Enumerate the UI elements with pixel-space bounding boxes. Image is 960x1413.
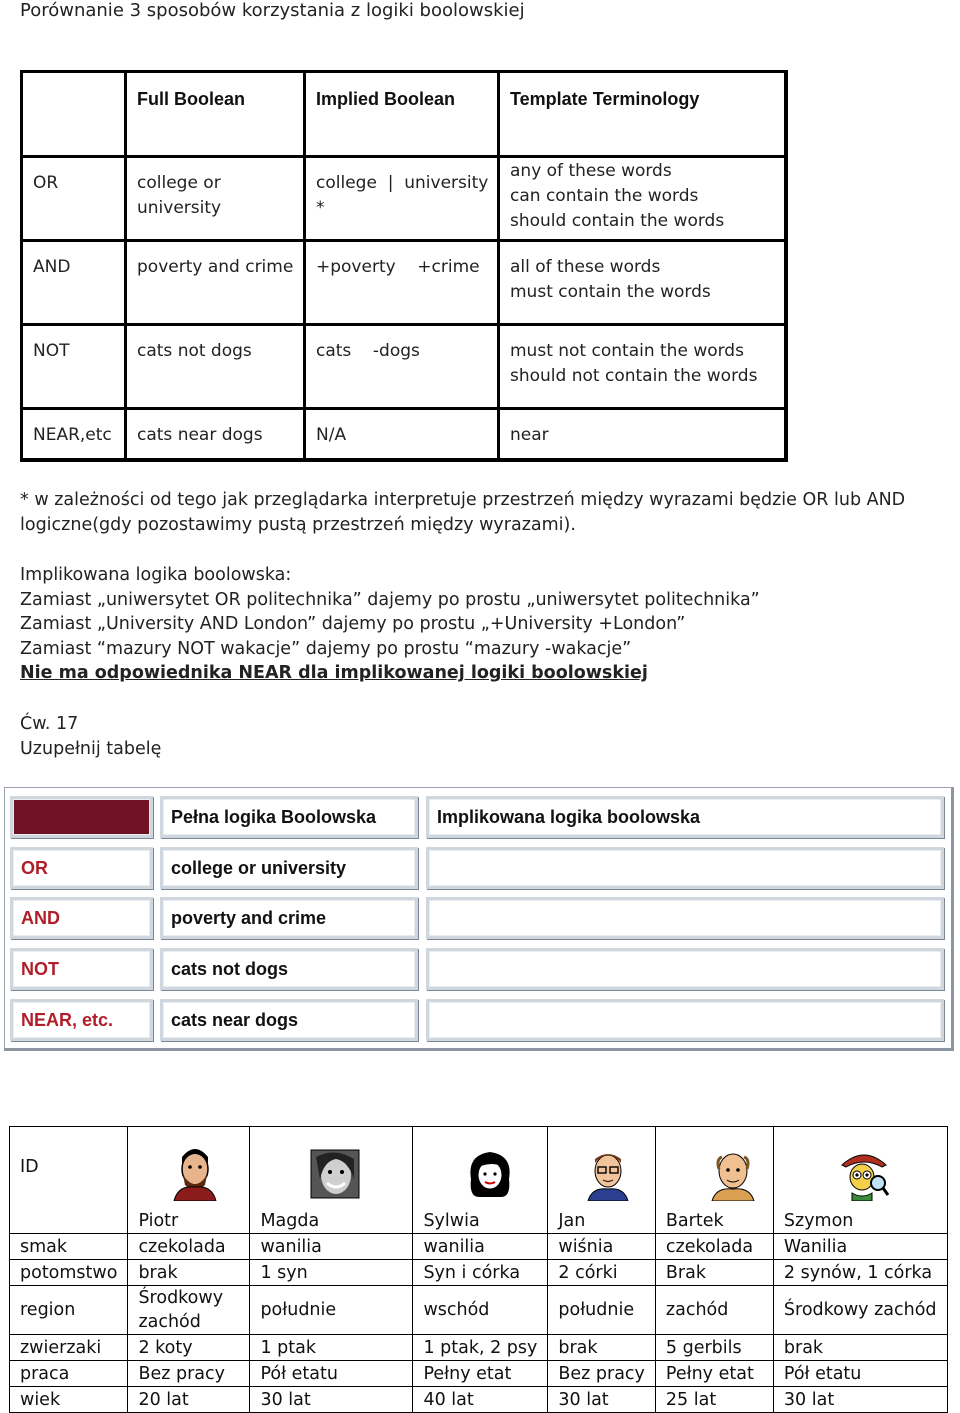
table-cell: Pół etatu [773,1361,947,1387]
row-label: praca [10,1361,128,1387]
template-line: any of these words [510,161,672,181]
woman-photo-avatar-icon [310,1149,360,1199]
operator-label: NOT [33,341,70,361]
table-cell: wanilia [413,1234,548,1260]
template-line: all of these words [510,257,661,277]
row-label: wiek [10,1387,128,1413]
person-name: Piotr [138,1211,179,1231]
table-cell: południe [548,1286,656,1335]
table-cell: czekolada [655,1234,773,1260]
implied-boolean-line: +poverty +crime [316,257,480,277]
full-boolean-line: university [137,198,222,218]
table-cell: czekolada [128,1234,250,1260]
table-cell: Bez pracy [548,1361,656,1387]
exercise-op-near: NEAR, etc. [10,999,153,1041]
implied-example-line: Zamiast “mazury NOT wakacje” dajemy po prostu “mazury -wakacje” [20,638,632,659]
implied-boolean-line: cats -dogs [316,341,420,361]
row-label: region [10,1286,128,1335]
table-cell: Wanilia [773,1234,947,1260]
exercise-full-not: cats not dogs [160,948,418,990]
table-cell: wiśnia [548,1234,656,1260]
shakespeare-avatar-icon [170,1149,220,1201]
operator-label: AND [33,257,71,277]
table-cell: 30 lat [250,1387,413,1413]
person-name: Szymon [783,1211,854,1231]
operator-label: NEAR,etc [33,425,112,445]
implied-logic-section [20,563,760,686]
exercise-table-corner-cell [10,796,153,838]
table-cell: 2 córki [548,1260,656,1286]
implied-boolean-line: college | university [316,173,489,193]
footnote-line: logiczne(gdy pozostawimy pustą przestrzeń między wyrazami). [20,514,576,535]
footnote-line: * w zależności od tego jak przeglądarka interpretuje przestrzeń między wyrazami będzie OR lub AND [20,490,906,510]
table-cell: 25 lat [655,1387,773,1413]
table-cell: wschód [413,1286,548,1335]
exercise-implied-near-input[interactable] [426,999,944,1041]
table-cell: 20 lat [128,1387,250,1413]
implied-boolean-line: * [316,198,325,218]
exercise-header-full: Pełna logika Boolowska [160,796,418,838]
near-note-underlined: Nie ma odpowiednika NEAR dla implikowanej logiki boolowskiej [20,663,648,684]
full-boolean-line: cats near dogs [137,425,263,445]
table-cell: południe [250,1286,413,1335]
person-name: Sylwia [423,1211,480,1231]
table-cell: Brak [655,1260,773,1286]
detective-avatar-icon [838,1149,890,1201]
table-cell: brak [548,1335,656,1361]
exercise-label: Ćw. 17 [20,714,79,734]
table-cell: 40 lat [413,1387,548,1413]
table-cell: 5 gerbils [655,1335,773,1361]
exercise-full-and: poverty and crime [160,897,418,939]
table-cell: 30 lat [548,1387,656,1413]
exercise-full-near: cats near dogs [160,999,418,1041]
page-title: Porównanie 3 sposobów korzystania z logiki boolowskiej [20,0,525,21]
person-name: Magda [260,1211,320,1231]
exercise-section [20,712,161,761]
comparison-row-and [23,255,787,305]
exercise-implied-and-input[interactable] [426,897,944,939]
template-line: should contain the words [510,211,725,231]
header-template-terminology: Template Terminology [510,89,700,109]
template-line: should not contain the words [510,366,758,386]
table-cell: Środkowy zachód [773,1286,947,1335]
table-row [10,1361,948,1387]
template-line: must not contain the words [510,341,744,361]
id-label: ID [10,1127,128,1234]
row-label: smak [10,1234,128,1260]
table-cell: zachód [655,1286,773,1335]
table-cell: Pół etatu [250,1361,413,1387]
exercise-full-or: college or university [160,847,418,889]
table-cell: brak [773,1335,947,1361]
exercise-implied-or-input[interactable] [426,847,944,889]
template-line: must contain the words [510,282,711,302]
table-cell: wanilia [250,1234,413,1260]
people-table [9,1126,948,1413]
table-cell: 30 lat [773,1387,947,1413]
implied-example-line: Zamiast „uniwersytet OR politechnika” dajemy po prostu „uniwersytet politechnika” [20,589,760,610]
comparison-table [20,70,788,462]
table-cell: Bez pracy [128,1361,250,1387]
table-row [10,1335,948,1361]
table-cell: 1 syn [250,1260,413,1286]
bald-man-avatar-icon [710,1149,756,1201]
table-row [10,1387,948,1413]
table-cell: 2 synów, 1 córka [773,1260,947,1286]
table-row [10,1234,948,1260]
comparison-row-or [23,161,787,234]
table-cell: Środkowy zachód [128,1286,250,1335]
table-cell: Pełny etat [413,1361,548,1387]
table-cell: 1 ptak [250,1335,413,1361]
table-row [10,1286,948,1335]
template-line: can contain the words [510,186,699,206]
comparison-row-not [23,339,787,389]
row-label: zwierzaki [10,1335,128,1361]
exercise-op-not: NOT [10,948,153,990]
person-name: Jan [558,1211,586,1231]
exercise-instruction: Uzupełnij tabelę [20,738,162,759]
footnote [20,488,905,537]
row-label: potomstwo [10,1260,128,1286]
table-row [10,1260,948,1286]
exercise-op-and: AND [10,897,153,939]
full-boolean-line: college or [137,173,221,193]
exercise-implied-not-input[interactable] [426,948,944,990]
people-header-row [10,1127,948,1234]
comparison-header-row [23,87,787,112]
operator-label: OR [33,173,59,193]
implied-heading: Implikowana logika boolowska: [20,565,292,585]
table-cell: 1 ptak, 2 psy [413,1335,548,1361]
full-boolean-line: poverty and crime [137,257,294,277]
implied-boolean-line: N/A [316,425,347,445]
person-name: Bartek [665,1211,724,1231]
implied-example-line: Zamiast „University AND London” dajemy po prostu „+University +London” [20,614,686,635]
table-cell: 2 koty [128,1335,250,1361]
header-implied-boolean: Implied Boolean [316,89,456,109]
template-line: near [510,425,549,445]
exercise-op-or: OR [10,847,153,889]
table-cell: Pełny etat [655,1361,773,1387]
black-hair-woman-avatar-icon [465,1149,515,1201]
exercise-header-implied: Implikowana logika boolowska [426,796,944,838]
full-boolean-line: cats not dogs [137,341,252,361]
glasses-man-avatar-icon [584,1149,632,1201]
table-cell: brak [128,1260,250,1286]
header-full-boolean: Full Boolean [137,89,245,109]
table-cell: Syn i córka [413,1260,548,1286]
comparison-row-near [23,423,787,448]
